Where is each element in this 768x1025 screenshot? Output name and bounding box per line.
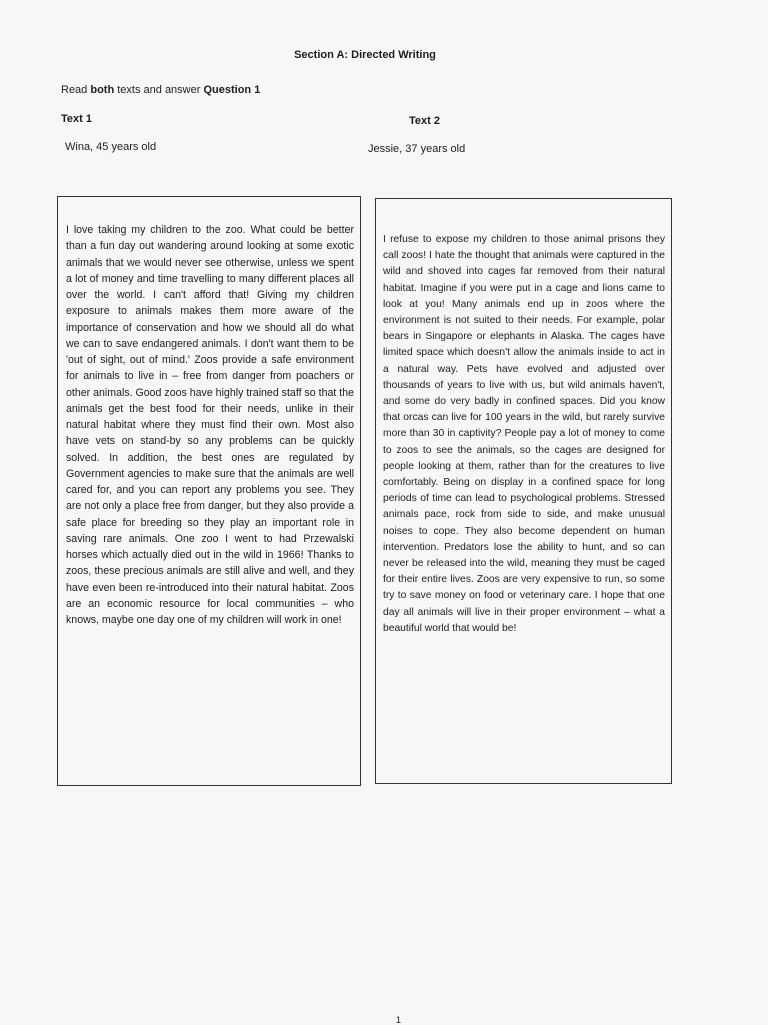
text1-label: Text 1	[61, 113, 92, 125]
section-title: Section A: Directed Writing	[294, 49, 436, 61]
text2-box	[375, 198, 672, 784]
instruction-bold-both: both	[90, 84, 115, 96]
text1-body: I love taking my children to the zoo. What could be better than a fun day out wandering around looking at some exotic animals that we would never see otherwise, unless we spent a lot of money and time travelling to many different places all over the world. I can't afford that! Giving my children exposure to animals makes them more aware of the importance of conservation and how we should all do what we can to save endangered animals. I don't want them to be 'out of sight, out of mind.' Zoos provide a safe environment for animals to live in – free from danger from poachers or other animals. Good zoos have highly trained staff so that the animals get the best food for their needs, unlike in their natural habitat where they must find their own. Most also have vets on stand-by so any problems can be quickly solved. In addition, the best ones are regulated by Government agencies to make sure that the animals are well cared for, and you can report any problems you see. They are not only a place free from danger, but they also provide a safe place for breeding so they play an important role in saving rare animals. One zoo I went to had Przewalski horses which actually died out in the wild in 1966! Thanks to zoos, these precious animals are still alive and well, and they have even been re-introduced into their natural habitat. Zoos are an economic resource for local communities – who knows, maybe one day one of my children will work in one!	[66, 224, 354, 626]
text2-body: I refuse to expose my children to those animal prisons they call zoos! I hate the thought that animals were captured in the wild and shoved into cages far removed from their natural habitat. Imagine if you were put in a cage and lions came to look at you! Many animals end up in zoos where the environment is not suited to their needs. For example, polar bears in Singapore or elephants in Alaska. The cages have limited space which doesn't allow the animals inside to act in a natural way. Pets have evolved and adjusted over thousands of years to live with us, but wild animals haven't, and some do very badly in confined spaces. Did you know that orcas can live for 100 years in the wild, but rarely survive more than 30 in captivity? People pay a lot of money to come to zoos to see the animals, so the cages are designed for people looking at them, rather than for the creatures to live comfortably. Being on display in a confined space for long periods of time can lead to psychological problems. Stressed animals pace, rock from side to side, and make unusual noises to cope. They also become dependent on human intervention. Predators lose the ability to hunt, and so can never be released into the wild, meaning they must be caged for their entire lives. Zoos are very expensive to run, so some try to save money on food or veterinary care. I hope that one day all animals will live in their proper environment – what a beautiful world that would be!	[383, 234, 665, 634]
text2-author: Jessie, 37 years old	[368, 143, 466, 155]
instruction-part1: Read	[61, 84, 91, 96]
instruction-bold-question: Question 1	[203, 84, 261, 96]
page-number: 1	[396, 1015, 402, 1025]
text1-box	[57, 196, 361, 786]
text1-author: Wina, 45 years old	[65, 141, 157, 153]
instruction	[61, 84, 260, 96]
text2-label: Text 2	[409, 115, 440, 127]
instruction-part2: texts and answer	[114, 84, 204, 96]
